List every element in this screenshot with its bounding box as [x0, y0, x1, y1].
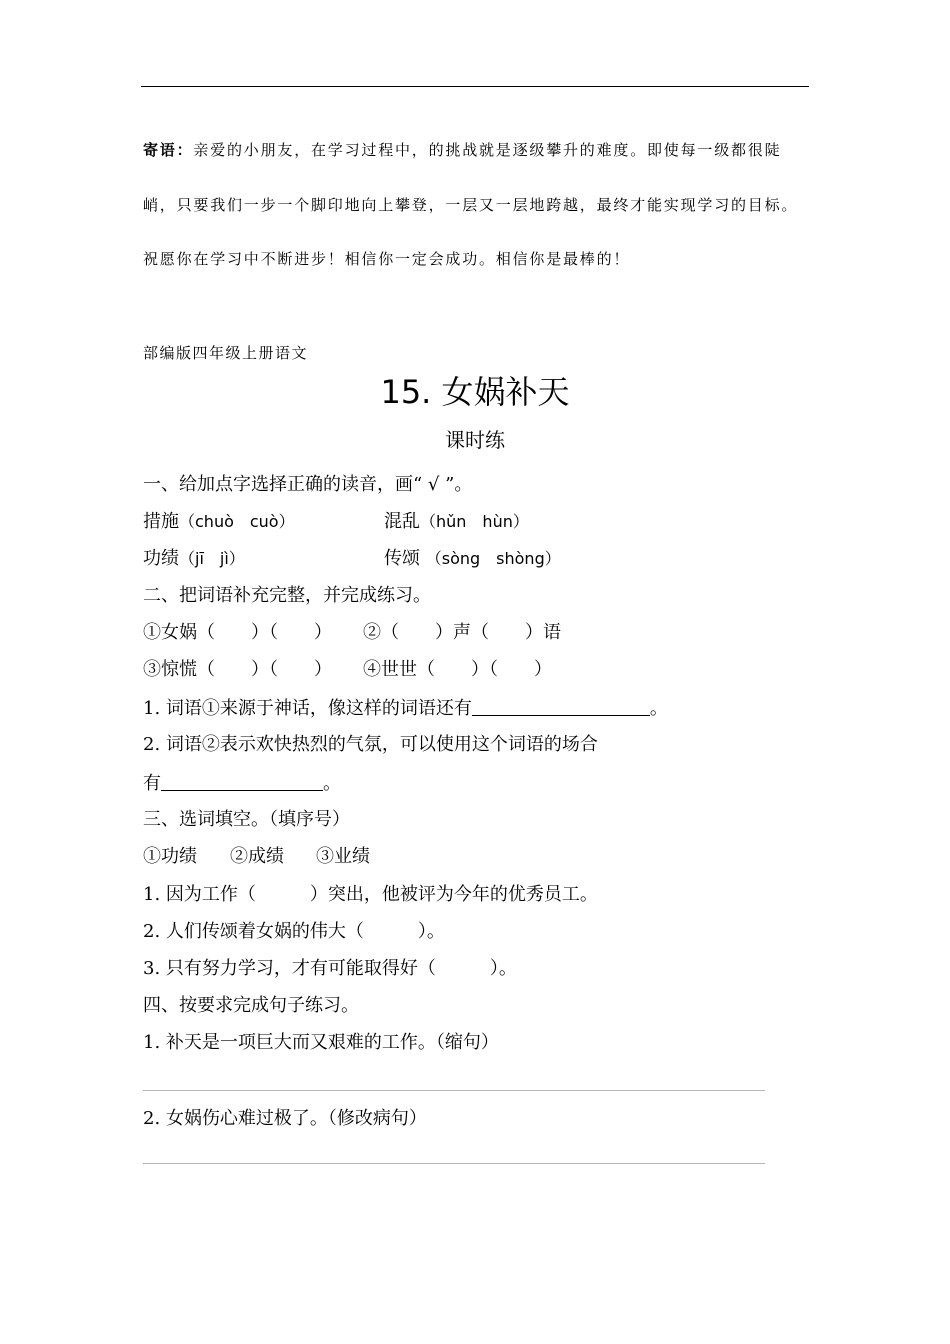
pinyin-word: 传颂 [384, 548, 426, 569]
pinyin-word: 混乱 [384, 511, 420, 532]
pinyin-word: 措施 [143, 511, 179, 532]
part3-question-1: 1. 因为工作（ ）突出，他被评为今年的优秀员工。 [143, 884, 598, 905]
header-rule [141, 86, 809, 87]
part3-heading: 三、选词填空。（填序号） [143, 809, 350, 830]
note-line-3: 祝愿你在学习中不断进步！相信你一定会成功。相信你是最棒的！ [143, 250, 631, 268]
phrase-3: ③惊慌（ ）（ ） [143, 659, 332, 680]
pinyin-options: （chuò cuò） [179, 512, 295, 531]
word-option-2: ②成绩 [230, 846, 284, 867]
part4-question-2: 2. 女娲伤心难过极了。（修改病句） [143, 1108, 427, 1129]
part2-question-2: 2. 词语②表示欢快热烈的气氛，可以使用这个词语的场合 [143, 734, 598, 755]
part1-heading: 一、给加点字选择正确的读音，画“ √ ”。 [143, 474, 473, 495]
pinyin-word: 功绩 [143, 548, 179, 569]
pinyin-options: （hǔn hùn） [420, 512, 529, 531]
word-option-3: ③业绩 [316, 846, 370, 867]
question-text: 1. 词语①来源于神话，像这样的词语还有 [143, 698, 472, 719]
phrase-1: ①女娲（ ）（ ） [143, 622, 332, 643]
answer-line-2 [143, 1163, 765, 1164]
pinyin-options: （sòng shòng） [425, 549, 561, 568]
answer-blank [472, 697, 650, 716]
part2-question-2-cont [143, 772, 341, 795]
lesson-title: 15. 女娲补天 [380, 373, 570, 411]
question-text: 有 [143, 773, 161, 794]
part2-question-1 [143, 697, 668, 720]
part4-heading: 四、按要求完成句子练习。 [143, 995, 359, 1016]
pinyin-item-2 [384, 511, 529, 533]
part4-question-1: 1. 补天是一项巨大而又艰难的工作。（缩句） [143, 1032, 499, 1053]
note-text-1: 亲爱的小朋友，在学习过程中，的挑战就是逐级攀升的难度。即使每一级都很陡 [193, 141, 782, 159]
edition-label: 部编版四年级上册语文 [143, 344, 309, 362]
pinyin-options: （jī jì） [179, 549, 245, 568]
note-line-2: 峭，只要我们一步一个脚印地向上攀登，一层又一层地跨越，最终才能实现学习的目标。 [143, 196, 799, 214]
part3-question-3: 3. 只有努力学习，才有可能取得好（ ）。 [143, 958, 517, 979]
answer-line-1 [143, 1090, 765, 1091]
answer-blank [161, 772, 323, 791]
phrase-4: ④世世（ ）（ ） [363, 659, 552, 680]
note-line-1 [143, 140, 781, 160]
note-label: 寄语： [143, 141, 194, 159]
question-end: 。 [649, 698, 668, 719]
pinyin-item-4 [384, 548, 561, 570]
lesson-subtitle: 课时练 [445, 428, 505, 452]
phrase-2: ②（ ）声（ ）语 [363, 622, 561, 643]
part3-question-2: 2. 人们传颂着女娲的伟大（ ）。 [143, 921, 445, 942]
question-end: 。 [323, 773, 341, 794]
part2-heading: 二、把词语补充完整，并完成练习。 [143, 585, 431, 606]
pinyin-item-3 [143, 548, 245, 570]
word-option-1: ①功绩 [143, 846, 197, 867]
pinyin-item-1 [143, 511, 295, 533]
